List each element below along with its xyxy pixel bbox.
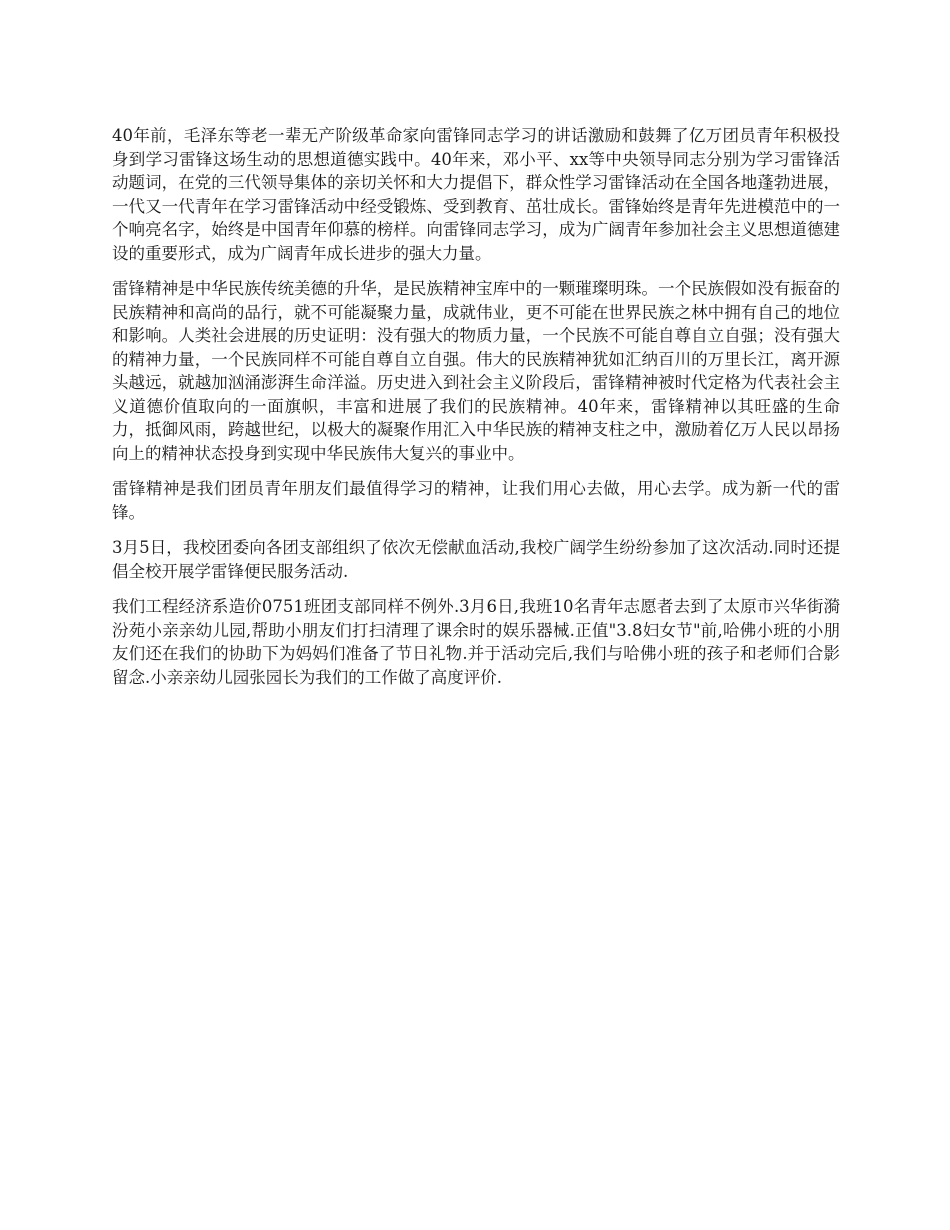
paragraph: 3月5日，我校团委向各团支部组织了依次无偿献血活动,我校广阔学生纷纷参加了这次活动.同时还提倡全校开展学雷锋便民服务活动. xyxy=(112,538,840,581)
document-body xyxy=(112,124,840,701)
paragraph: 40年前，毛泽东等老一辈无产阶级革命家向雷锋同志学习的讲话激励和鼓舞了亿万团员青年积极投身到学习雷锋这场生动的思想道德实践中。40年来，邓小平、xx等中央领导同志分别为学习雷锋活动题词，在党的三代领导集体的亲切关怀和大力提倡下，群众性学习雷锋活动在全国各地蓬勃进展，一代又一代青年在学习雷锋活动中经受锻炼、受到教育、茁壮成长。雷锋始终是青年先进模范中的一个响亮名字，始终是中国青年仰慕的榜样。向雷锋同志学习，成为广阔青年参加社会主义思想道德建设的重要形式，成为广阔青年成长进步的强大力量。 xyxy=(112,126,840,263)
paragraph: 雷锋精神是我们团员青年朋友们最值得学习的精神，让我们用心去做，用心去学。成为新一代的雷锋。 xyxy=(112,479,840,522)
paragraph: 我们工程经济系造价0751班团支部同样不例外.3月6日,我班10名青年志愿者去到了太原市兴华街漪汾苑小亲亲幼儿园,帮助小朋友们打扫清理了课余时的娱乐器械.正值"3.8妇女节"前,哈佛小班的小朋友们还在我们的协助下为妈妈们准备了节日礼物.并于活动完后,我们与哈佛小班的孩子和老师们合影留念.小亲亲幼儿园张园长为我们的工作做了高度评价. xyxy=(112,597,840,687)
paragraph: 雷锋精神是中华民族传统美德的升华，是民族精神宝库中的一颗璀璨明珠。一个民族假如没有振奋的民族精神和高尚的品行，就不可能凝聚力量，成就伟业，更不可能在世界民族之林中拥有自己的地位和影响。人类社会进展的历史证明：没有强大的物质力量，一个民族不可能自尊自立自强；没有强大的精神力量，一个民族同样不可能自尊自立自强。伟大的民族精神犹如汇纳百川的万里长江，离开源头越远，就越加汹涌澎湃生命洋溢。历史进入到社会主义阶段后，雷锋精神被时代定格为代表社会主义道德价值取向的一面旗帜，丰富和进展了我们的民族精神。40年来，雷锋精神以其旺盛的生命力，抵御风雨，跨越世纪，以极大的凝聚作用汇入中华民族的精神支柱之中，激励着亿万人民以昂扬向上的精神状态投身到实现中华民族伟大复兴的事业中。 xyxy=(112,279,840,463)
